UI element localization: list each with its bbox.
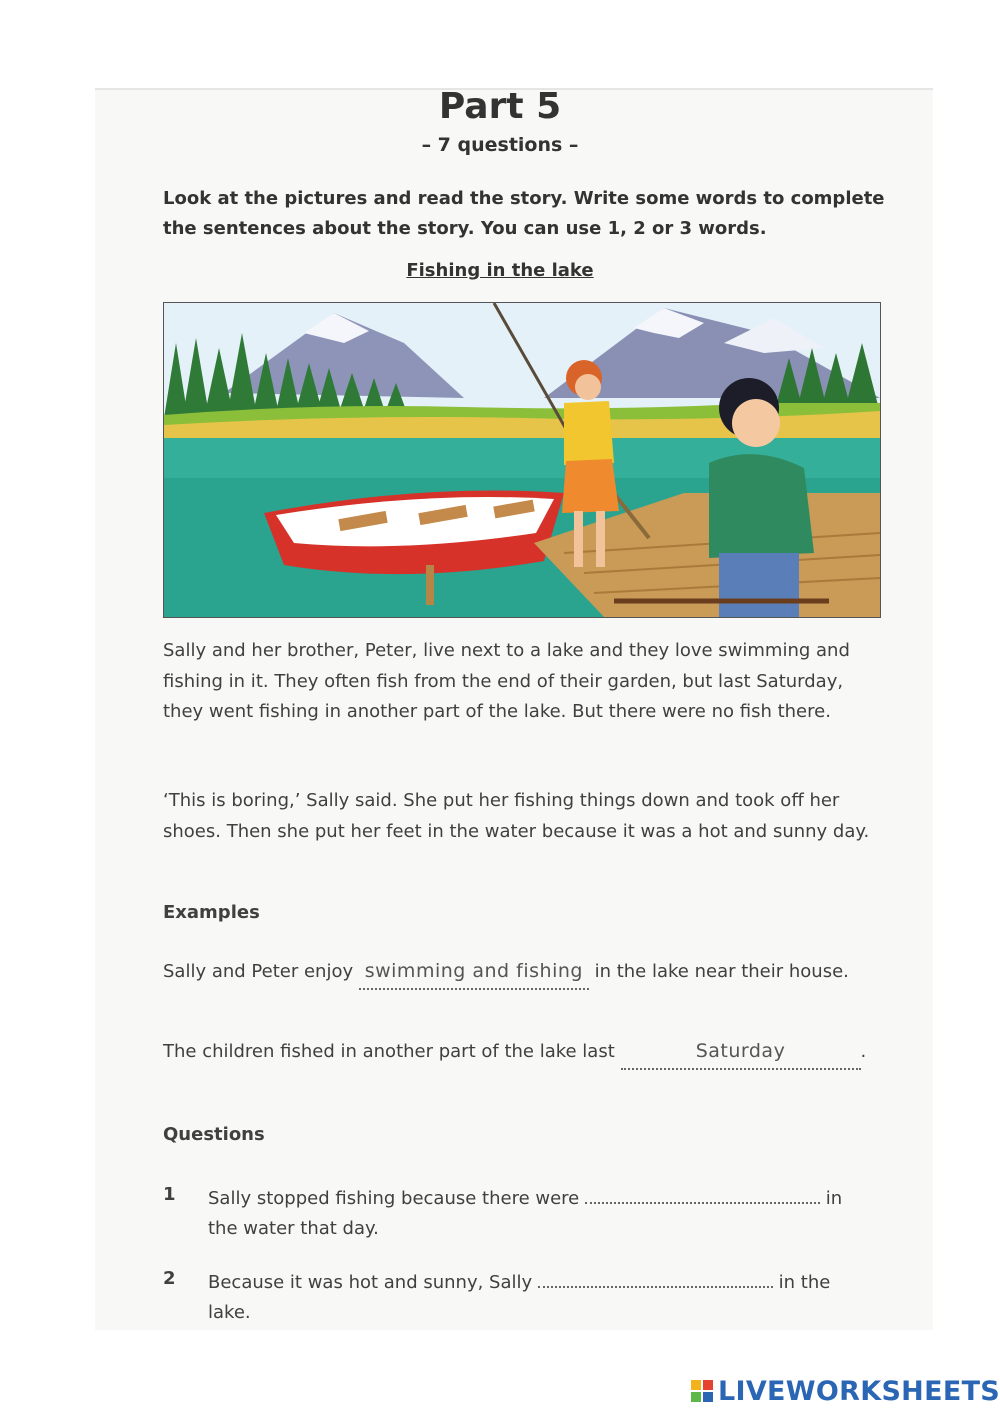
examples-heading: Examples [163, 902, 260, 923]
story-paragraph-1: Sally and her brother, Peter, live next to a lake and they love swimming and fishing in it. They often fish from the end of their garden, but last Saturday, they went fishing in another part of the lake. But there were no fish there. [163, 640, 850, 722]
question-1 [208, 1182, 868, 1244]
example-1 [163, 956, 883, 990]
question-1-text-after: in the water that day. [208, 1188, 843, 1239]
questions-heading: Questions [163, 1124, 265, 1145]
story-illustration [163, 302, 881, 618]
page-subtitle: – 7 questions – [421, 134, 579, 156]
example-2-text-after: . [860, 1041, 867, 1062]
question-2 [208, 1266, 868, 1328]
liveworksheets-logo-icon [690, 1379, 714, 1403]
liveworksheets-logo-text: LIVEWORKSHEETS [718, 1375, 1000, 1407]
question-2-text-after: in the lake. [208, 1272, 831, 1323]
example-1-answer-line [359, 956, 589, 990]
liveworksheets-logo[interactable] [690, 1376, 1000, 1406]
lake-scene-image [164, 303, 880, 617]
example-1-text-after: in the lake near their house. [594, 961, 849, 982]
example-2-answer: Saturday [695, 1040, 786, 1062]
instructions: Look at the pictures and read the story. Write some words to complete the sentences about the story. You can use 1, 2 or 3 words. [163, 188, 885, 239]
example-2-answer-line [621, 1036, 861, 1070]
question-2-text-before: Because it was hot and sunny, Sally [208, 1272, 533, 1293]
story-paragraph-2: ‘This is boring,’ Sally said. She put her fishing things down and took off her shoes. Then she put her feet in the water because it was a hot and sunny day. [163, 790, 870, 842]
question-1-answer-input[interactable] [585, 1182, 820, 1204]
example-2 [163, 1036, 883, 1070]
story-title: Fishing in the lake [406, 260, 594, 281]
example-2-text-before: The children fished in another part of the lake last [163, 1041, 615, 1062]
page-title: Part 5 [438, 86, 562, 127]
example-1-text-before: Sally and Peter enjoy [163, 961, 354, 982]
question-2-answer-input[interactable] [538, 1266, 773, 1288]
question-1-text-before: Sally stopped fishing because there were [208, 1188, 580, 1209]
question-1-number: 1 [163, 1184, 176, 1205]
example-1-answer: swimming and fishing [364, 960, 583, 982]
question-2-number: 2 [163, 1268, 176, 1289]
